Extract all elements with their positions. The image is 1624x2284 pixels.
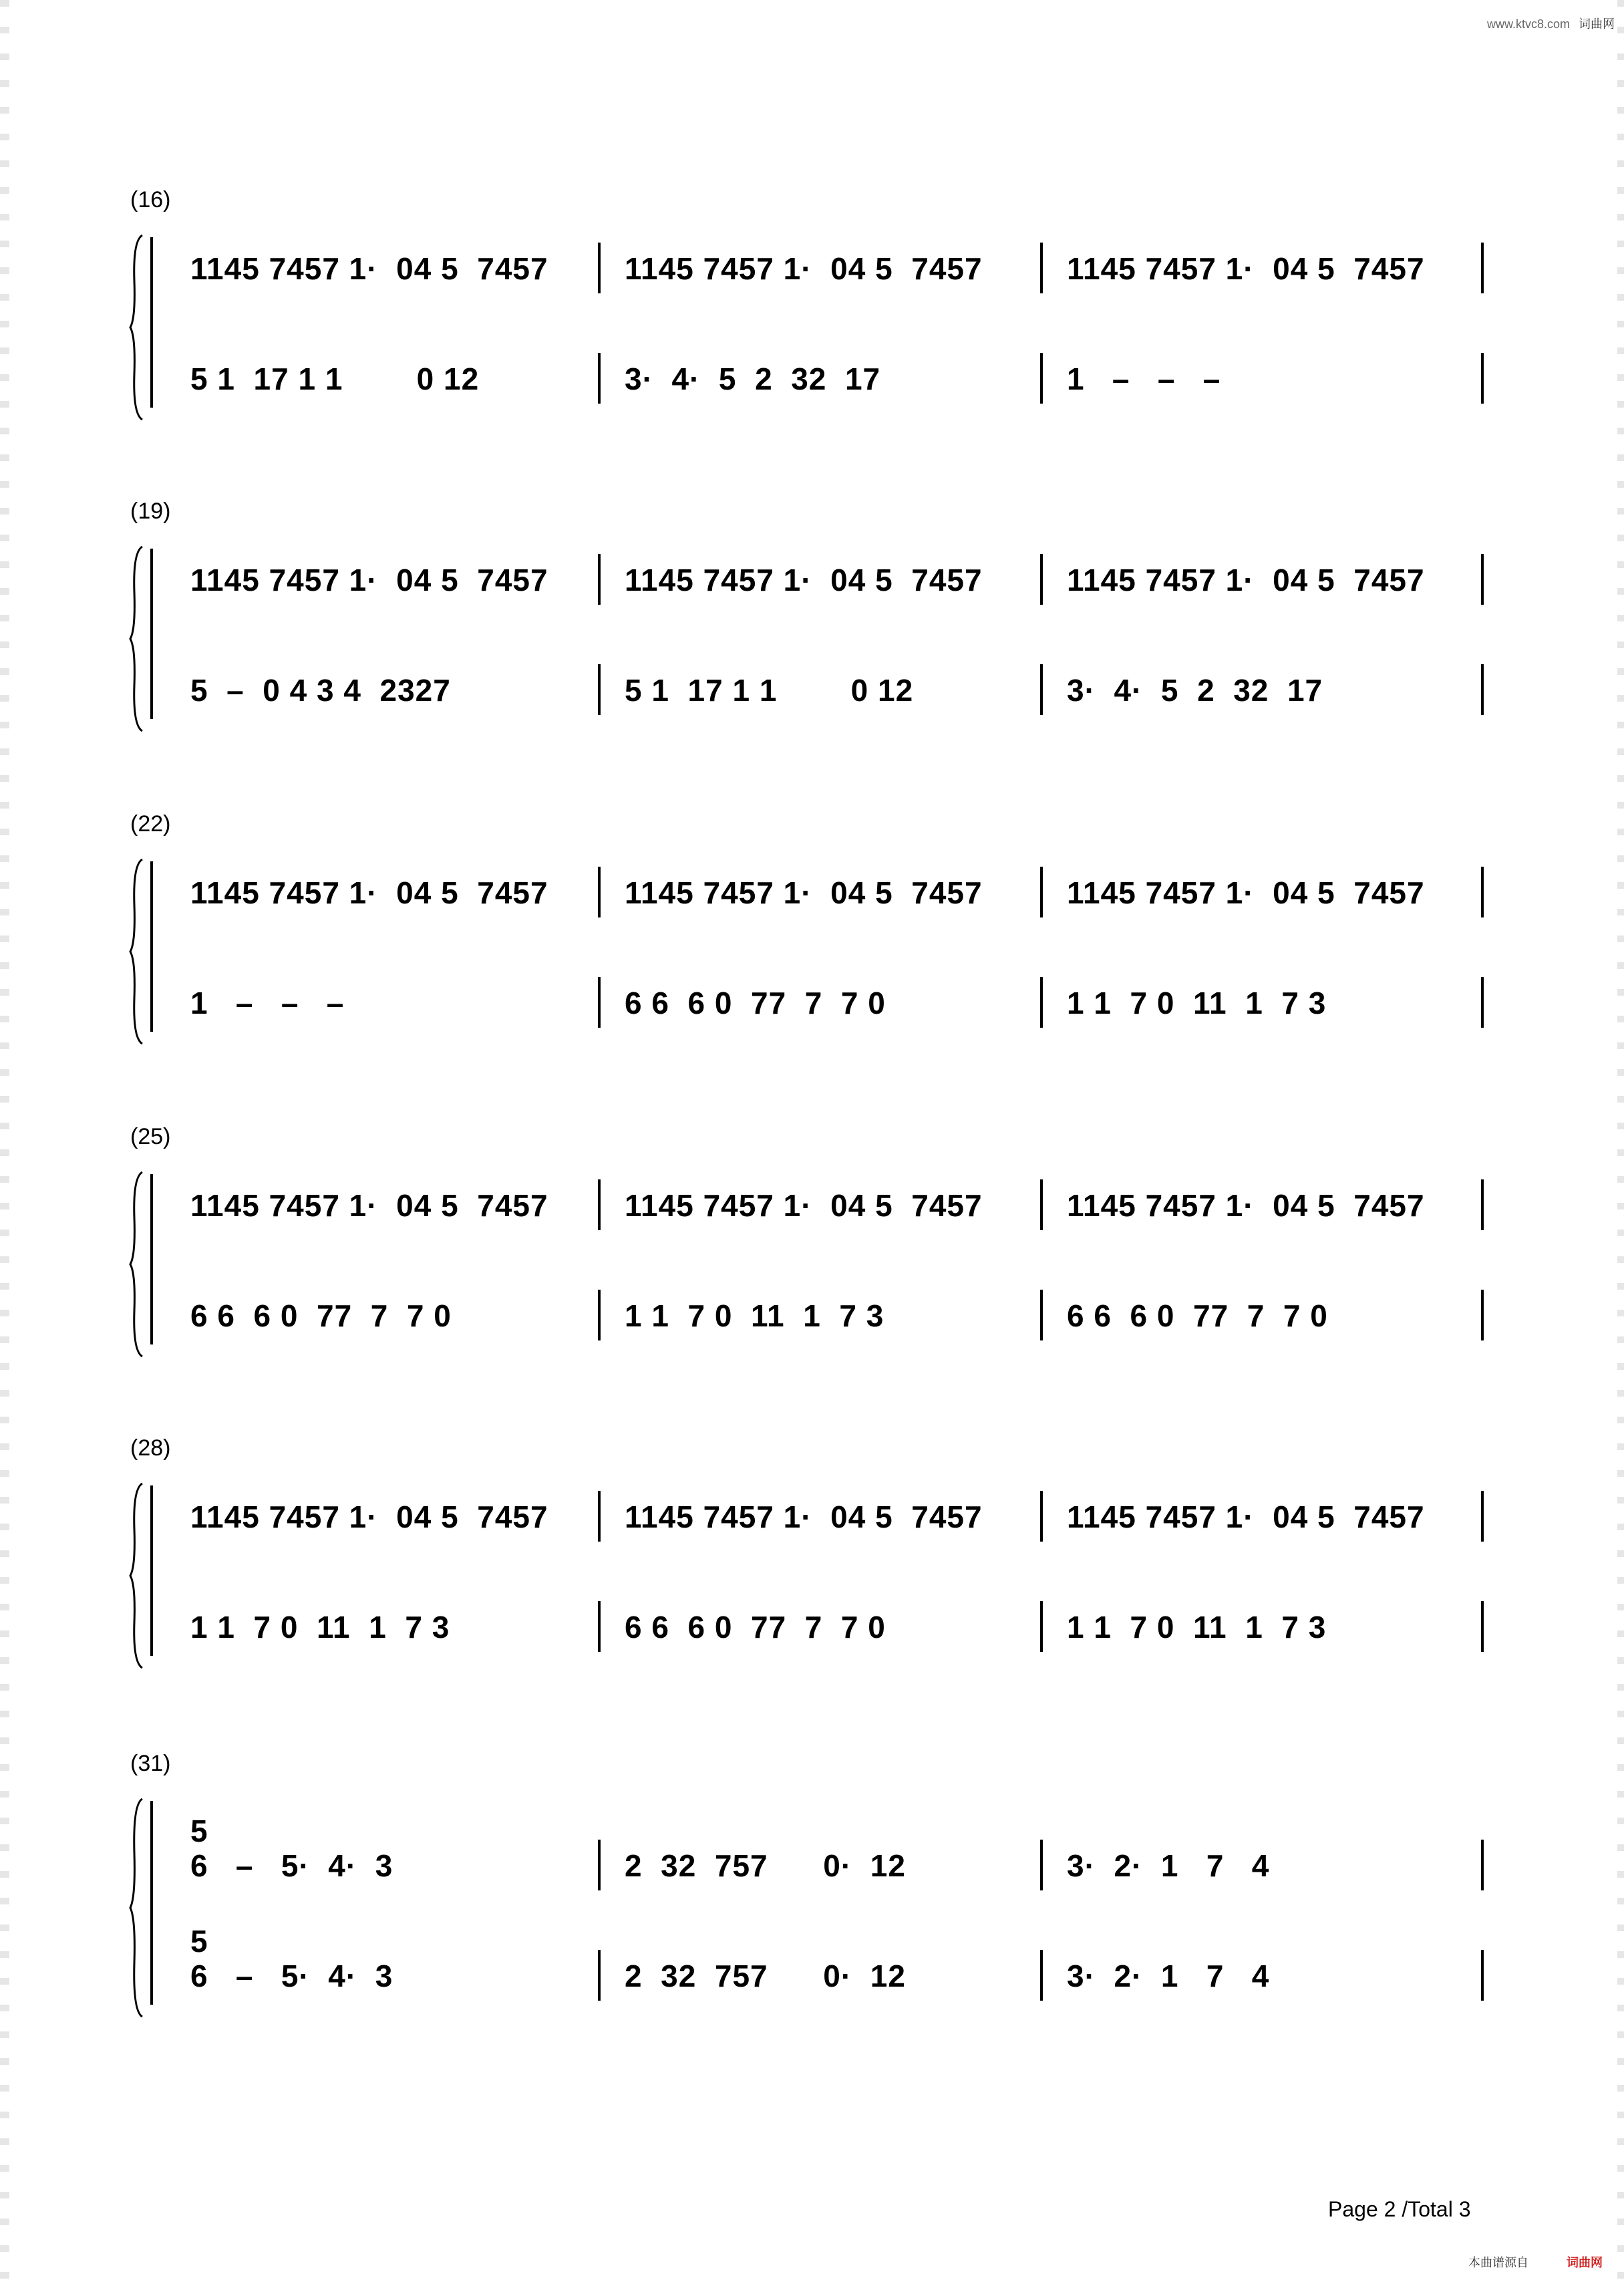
header-watermark	[1487, 15, 1615, 32]
lower-staff-measure: 6 – 5· 4· 3	[190, 1959, 393, 1991]
upper-staff-measure: 3· 2· 1 7 4	[1067, 1848, 1270, 1881]
upper-staff-measure: 1145 7457 1· 04 5 7457	[625, 1188, 983, 1221]
barline	[1040, 664, 1043, 715]
barline	[598, 664, 601, 715]
upper-staff-measure: 1145 7457 1· 04 5 7457	[1067, 875, 1425, 908]
lower-chord-top: 5	[190, 1924, 208, 1959]
lower-staff-measure: 6 6 6 0 77 7 7 0	[625, 986, 886, 1018]
upper-staff-measure: 1145 7457 1· 04 5 7457	[1067, 1500, 1425, 1532]
barline	[1040, 243, 1043, 293]
brace-icon	[129, 545, 145, 732]
footer-brand: 词曲网	[1567, 2256, 1603, 2269]
upper-staff-measure: 1145 7457 1· 04 5 7457	[190, 875, 548, 908]
barline	[1481, 977, 1484, 1028]
upper-staff-measure: 1145 7457 1· 04 5 7457	[190, 1188, 548, 1221]
barline	[1040, 353, 1043, 404]
system-barline	[150, 861, 153, 1032]
lower-staff-measure: 5 1 17 1 1 0 12	[625, 673, 914, 706]
barline	[1040, 1601, 1043, 1652]
lower-staff-measure: 2 32 757 0· 12	[625, 1959, 906, 1991]
barline	[598, 1491, 601, 1542]
barline	[1040, 1179, 1043, 1230]
system	[130, 187, 1490, 408]
barline	[1481, 664, 1484, 715]
barline	[598, 1950, 601, 2001]
system	[130, 498, 1490, 719]
lower-staff-measure: 3· 2· 1 7 4	[1067, 1959, 1270, 1991]
upper-staff-measure: 2 32 757 0· 12	[625, 1848, 906, 1881]
barline	[1481, 1601, 1484, 1652]
upper-staff-measure: 1145 7457 1· 04 5 7457	[625, 563, 983, 595]
upper-staff-measure: 1145 7457 1· 04 5 7457	[625, 1500, 983, 1532]
upper-staff-measure: 1145 7457 1· 04 5 7457	[190, 251, 548, 284]
brace-icon	[129, 1171, 145, 1358]
barline	[1481, 1491, 1484, 1542]
upper-chord-top: 5	[190, 1814, 208, 1848]
barline	[1481, 243, 1484, 293]
lower-staff-measure: 1 – – –	[1067, 362, 1221, 394]
lower-staff-measure: 5 – 0 4 3 4 2327	[190, 673, 451, 706]
system	[130, 1435, 1490, 1656]
barline	[1040, 1491, 1043, 1542]
lower-staff-measure: 1 1 7 0 11 1 7 3	[190, 1610, 450, 1643]
measure-number: (19)	[130, 498, 171, 524]
barline	[598, 554, 601, 605]
system	[130, 1751, 1490, 1991]
barline	[598, 867, 601, 917]
upper-staff-measure: 1145 7457 1· 04 5 7457	[1067, 563, 1425, 595]
barline	[1040, 1840, 1043, 1890]
upper-staff-measure: 1145 7457 1· 04 5 7457	[625, 251, 983, 284]
brace-icon	[129, 1482, 145, 1669]
lower-staff-measure: 3· 4· 5 2 32 17	[1067, 673, 1323, 706]
barline	[1481, 1179, 1484, 1230]
system-barline	[150, 1174, 153, 1344]
barline	[1040, 1950, 1043, 2001]
measure-number: (28)	[130, 1435, 171, 1461]
barline	[598, 353, 601, 404]
barline	[1481, 867, 1484, 917]
system	[130, 1124, 1490, 1344]
lower-staff-measure: 1 1 7 0 11 1 7 3	[1067, 1610, 1327, 1643]
lower-staff-measure: 1 – – –	[190, 986, 345, 1018]
system-barline	[150, 237, 153, 408]
brace-icon	[129, 234, 145, 421]
barline	[598, 977, 601, 1028]
footer-source: 本曲谱源自	[1468, 2256, 1528, 2269]
barline	[1040, 1290, 1043, 1340]
barline	[598, 1179, 601, 1230]
system-barline	[150, 1485, 153, 1656]
barline	[1481, 554, 1484, 605]
barline	[598, 1840, 601, 1890]
system-barline	[150, 1801, 153, 2005]
barline	[1481, 1290, 1484, 1340]
barline	[598, 1290, 601, 1340]
barline	[1040, 554, 1043, 605]
watermark-brand: 词曲网	[1579, 17, 1615, 31]
measure-number: (22)	[130, 811, 171, 837]
upper-staff-measure: 1145 7457 1· 04 5 7457	[1067, 1188, 1425, 1221]
barline	[1481, 1950, 1484, 2001]
barline	[598, 1601, 601, 1652]
barline	[1481, 1840, 1484, 1890]
system-barline	[150, 549, 153, 719]
barline	[598, 243, 601, 293]
barline	[1481, 353, 1484, 404]
upper-staff-measure: 1145 7457 1· 04 5 7457	[1067, 251, 1425, 284]
brace-icon	[129, 858, 145, 1045]
watermark-url: www.ktvc8.com	[1486, 17, 1570, 31]
lower-staff-measure: 6 6 6 0 77 7 7 0	[190, 1298, 452, 1331]
upper-staff-measure: 1145 7457 1· 04 5 7457	[190, 563, 548, 595]
upper-staff-measure: 6 – 5· 4· 3	[190, 1848, 393, 1881]
measure-number: (25)	[130, 1124, 171, 1149]
barline	[1040, 977, 1043, 1028]
lower-staff-measure: 5 1 17 1 1 0 12	[190, 362, 480, 394]
lower-staff-measure: 1 1 7 0 11 1 7 3	[1067, 986, 1327, 1018]
right-margin-strip	[1617, 0, 1624, 2284]
page-number: Page 2 /Total 3	[1328, 2197, 1471, 2221]
upper-staff-measure: 1145 7457 1· 04 5 7457	[190, 1500, 548, 1532]
brace-icon	[129, 1798, 145, 2018]
lower-staff-measure: 6 6 6 0 77 7 7 0	[1067, 1298, 1328, 1331]
lower-staff-measure: 1 1 7 0 11 1 7 3	[625, 1298, 884, 1331]
measure-number: (31)	[130, 1751, 171, 1776]
lower-staff-measure: 3· 4· 5 2 32 17	[625, 362, 881, 394]
lower-staff-measure: 6 6 6 0 77 7 7 0	[625, 1610, 886, 1643]
left-margin-strip	[0, 0, 9, 2284]
system	[130, 811, 1490, 1032]
barline	[1040, 867, 1043, 917]
measure-number: (16)	[130, 187, 171, 212]
upper-staff-measure: 1145 7457 1· 04 5 7457	[625, 875, 983, 908]
